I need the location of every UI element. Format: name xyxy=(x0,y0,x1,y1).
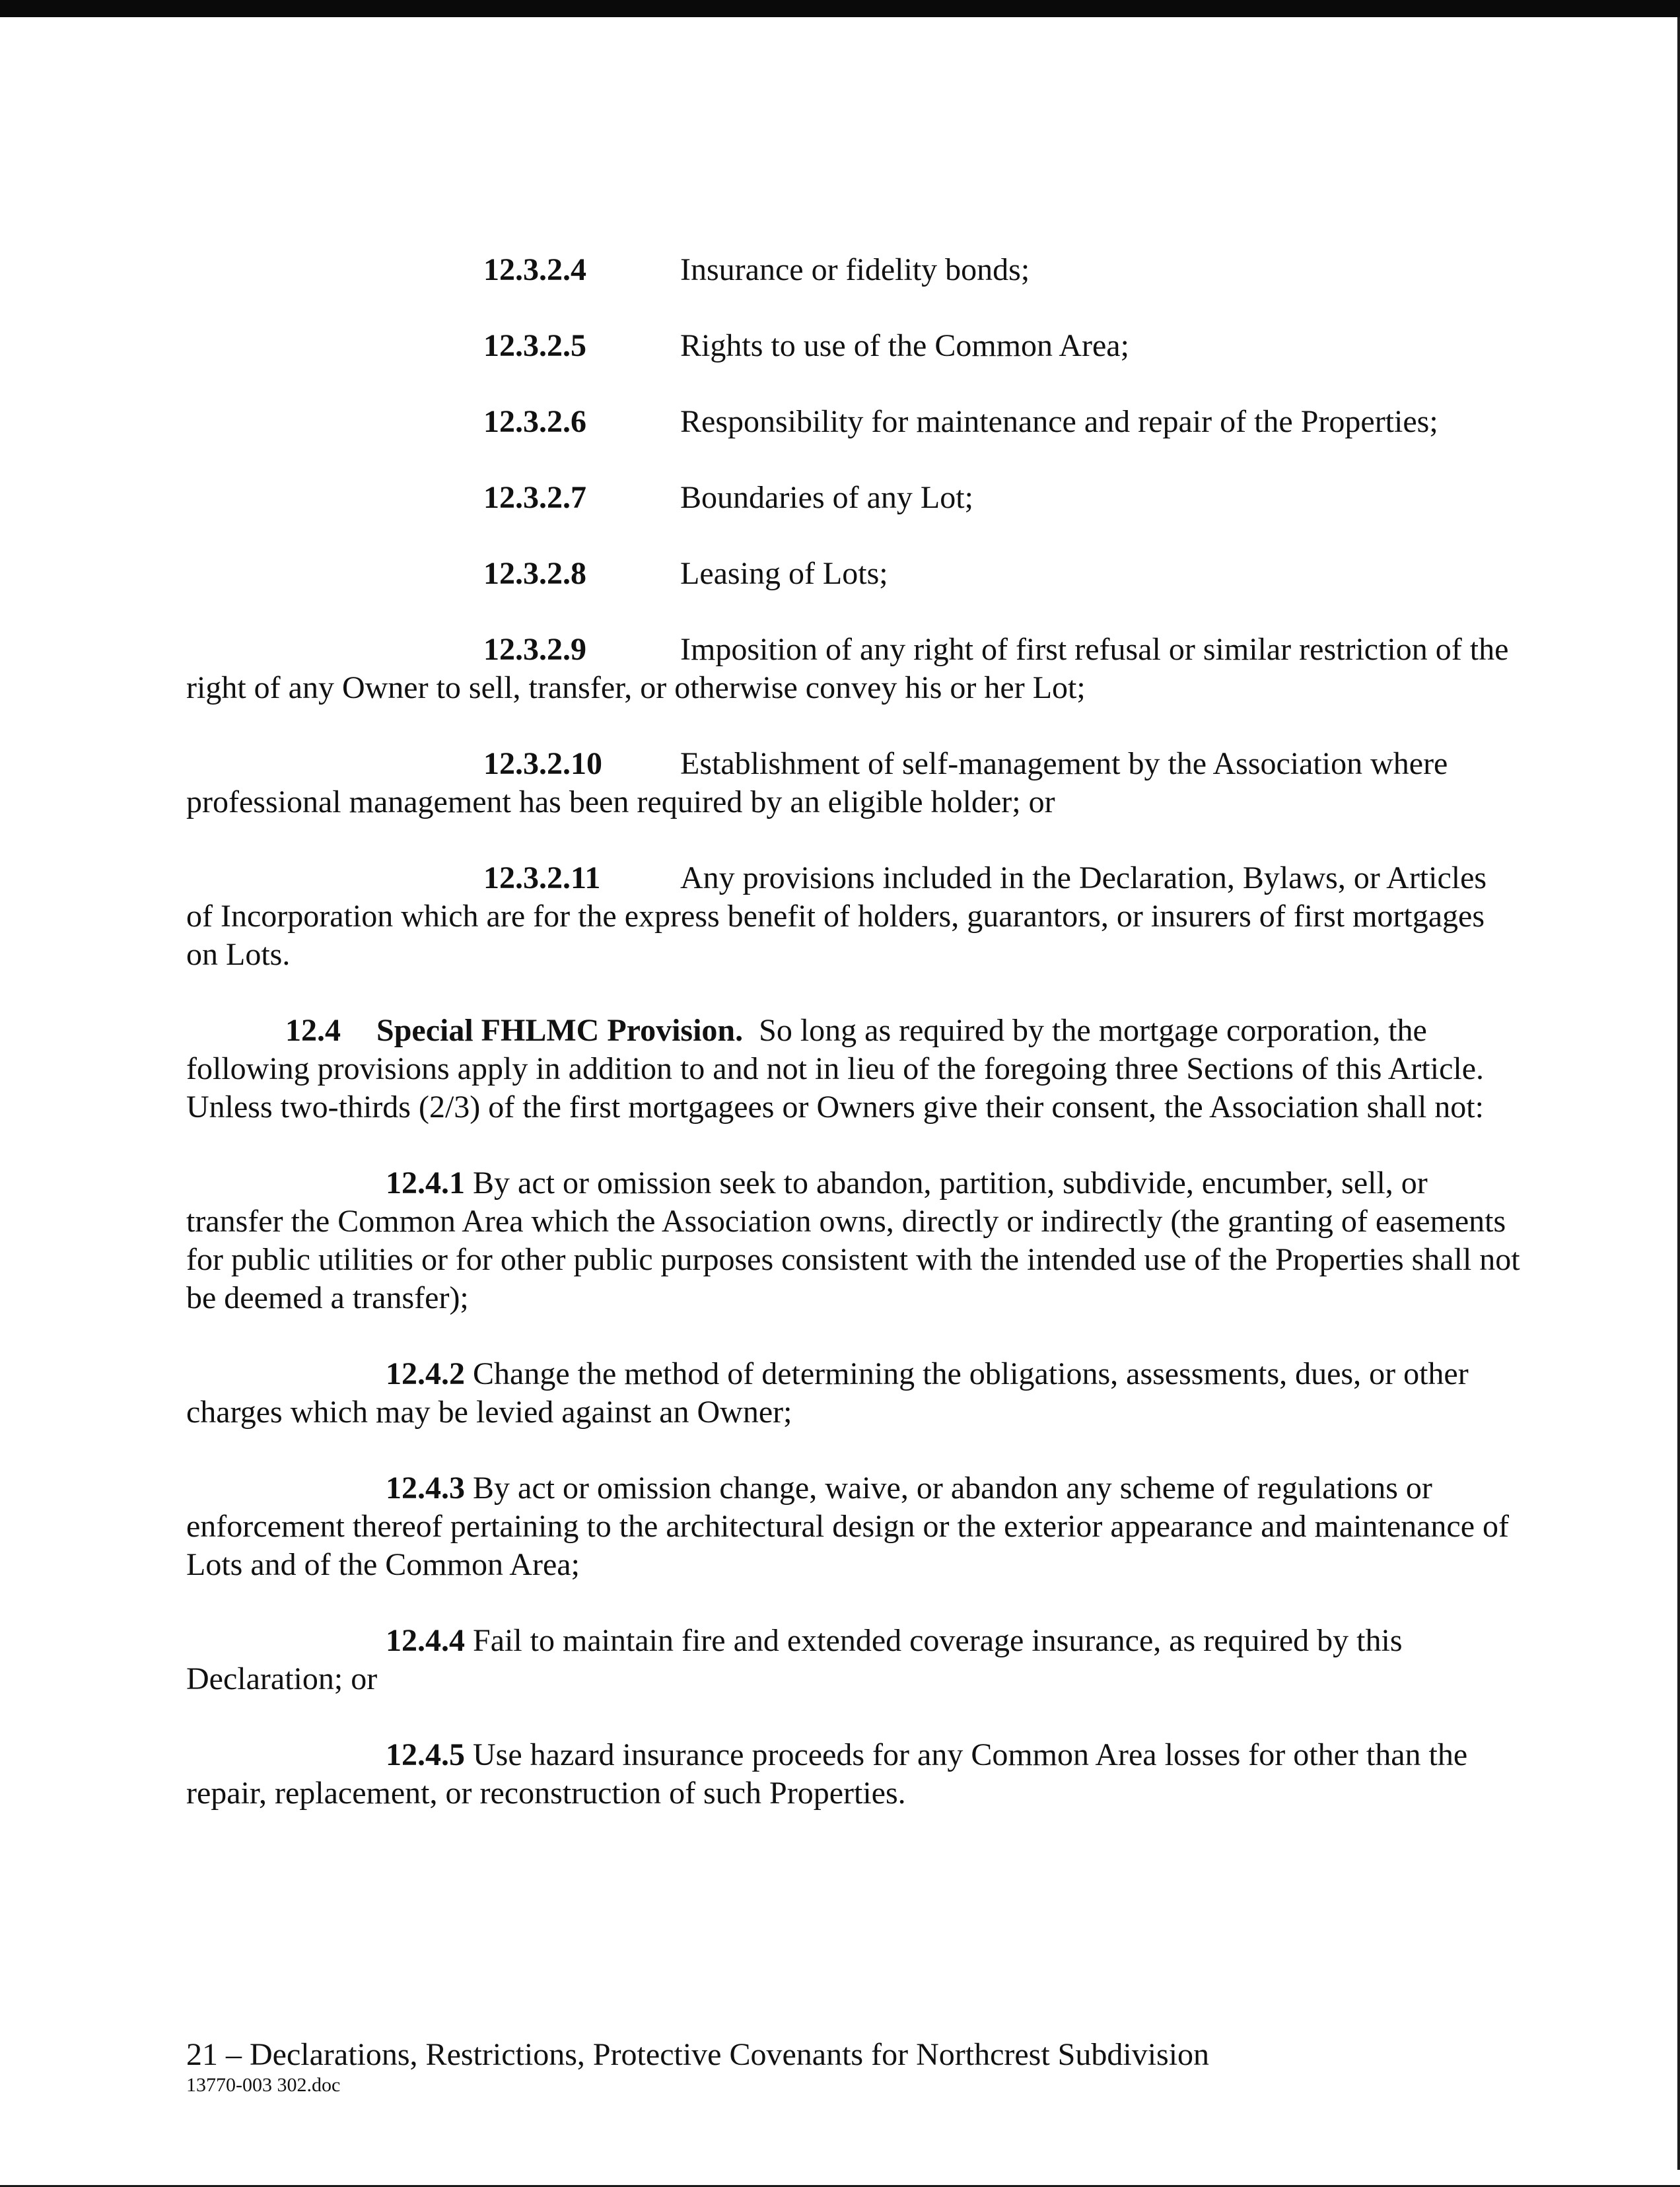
item-number: 12.3.2.7 xyxy=(483,480,586,515)
item-number: 12.4.5 xyxy=(386,1737,465,1772)
item-number: 12.3.2.8 xyxy=(483,556,586,591)
list-item xyxy=(186,327,1520,365)
item-number: 12.4.4 xyxy=(386,1623,465,1658)
item-text: Any provisions included in the Declaration, Bylaws, or Articles of Incorporation which are for the express benefit of holders, guarantors, or insurers of first mortgages on Lots. xyxy=(186,860,1487,972)
item-text: Imposition of any right of first refusal or similar restriction of the right of any Owner to sell, transfer, or otherwise convey his or her Lot; xyxy=(186,632,1509,705)
item-text: Use hazard insurance proceeds for any Common Area losses for other than the repair, replacement, or reconstruction of such Properties. xyxy=(186,1737,1468,1811)
footer-title: 21 – Declarations, Restrictions, Protective Covenants for Northcrest Subdivision xyxy=(186,2037,1210,2072)
item-number: 12.4.1 xyxy=(386,1165,465,1200)
list-item xyxy=(186,1355,1520,1432)
list-item xyxy=(186,479,1520,517)
item-number: 12.3.2.10 xyxy=(483,746,602,781)
item-text: By act or omission change, waive, or abandon any scheme of regulations or enforcement thereof pertaining to the architectural design or the exterior appearance and maintenance of Lots and of the Common Area; xyxy=(186,1471,1510,1582)
item-text: Leasing of Lots; xyxy=(680,556,888,591)
list-item xyxy=(186,1469,1520,1584)
item-text: Establishment of self-management by the Association where professional management has been required by an eligible holder; or xyxy=(186,746,1448,819)
item-number: 12.3.2.9 xyxy=(483,632,586,667)
list-item xyxy=(186,251,1520,289)
item-text: By act or omission seek to abandon, partition, subdivide, encumber, sell, or transfer the Common Area which the Association owns, directly or indirectly (the granting of easements for public utilities or for other public purposes consistent with the intended use of the Properties shall not be deemed a transfer); xyxy=(186,1165,1520,1315)
item-number: 12.4.3 xyxy=(386,1471,465,1506)
scan-border-top xyxy=(0,0,1680,17)
item-text: Rights to use of the Common Area; xyxy=(680,328,1129,363)
list-item xyxy=(186,1622,1520,1698)
list-item xyxy=(186,1164,1520,1317)
item-number: 12.3.2.4 xyxy=(483,252,586,287)
document-page xyxy=(186,251,1520,1850)
item-number: 12.3.2.6 xyxy=(483,404,586,439)
page-footer xyxy=(186,2036,1441,2097)
list-item xyxy=(186,555,1520,593)
item-text: Change the method of determining the obligations, assessments, dues, or other charges which may be levied against an Owner; xyxy=(186,1356,1469,1430)
item-text: Fail to maintain fire and extended coverage insurance, as required by this Declaration; or xyxy=(186,1623,1403,1696)
item-number: 12.4.2 xyxy=(386,1356,465,1391)
item-number: 12.3.2.11 xyxy=(483,860,601,895)
list-item xyxy=(186,745,1520,821)
list-item xyxy=(186,859,1520,974)
item-number: 12.3.2.5 xyxy=(483,328,586,363)
section-text: So long as required by the mortgage corporation, the following provisions apply in addition to and not in lieu of the foregoing three Sections of this Article. Unless two-thirds (2/3) of the first mortgagees or Owners give their consent, the Association shall not: xyxy=(186,1013,1485,1125)
item-text: Insurance or fidelity bonds; xyxy=(680,252,1030,287)
list-item xyxy=(186,631,1520,707)
scan-border-right xyxy=(1677,17,1680,2170)
section-title: Special FHLMC Provision. xyxy=(376,1013,744,1048)
item-text: Boundaries of any Lot; xyxy=(680,480,973,515)
item-text: Responsibility for maintenance and repair of the Properties; xyxy=(680,404,1438,439)
section-12-4 xyxy=(186,1012,1520,1127)
section-number: 12.4 xyxy=(285,1013,341,1048)
list-item xyxy=(186,403,1520,441)
list-item xyxy=(186,1736,1520,1813)
footer-doc-id: 13770-003 302.doc xyxy=(186,2074,341,2096)
